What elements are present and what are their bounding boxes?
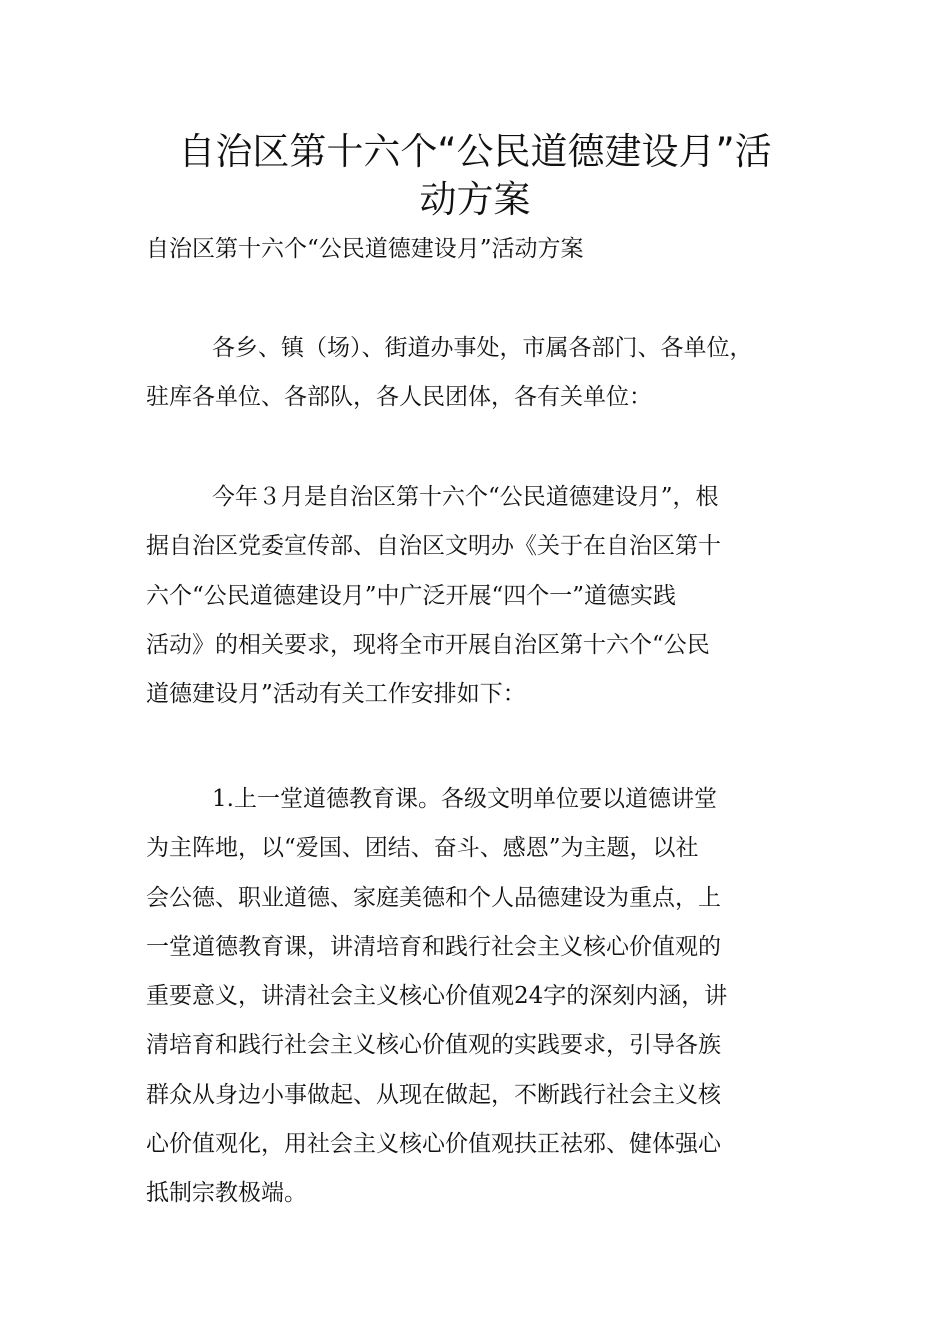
title-line-2: 动方案 [419,178,531,221]
paragraph-line: 道德建设月”活动有关工作安排如下： [146,681,526,708]
paragraph-line: 1.上一堂道德教育课。各级文明单位要以道德讲堂 [212,786,717,812]
paragraph-line: 活动》的相关要求，现将全市开展自治区第十六个“公民 [146,631,710,658]
paragraph-line: 一堂道德教育课，讲清培育和践行社会主义核心价值观的 [146,933,721,960]
paragraph-line: 重要意义，讲清社会主义核心价值观24字的深刻内涵，讲 [146,983,728,1010]
intro-paragraph [146,473,806,719]
address-paragraph [146,324,808,423]
paragraph-line: 会公德、职业道德、家庭美德和个人品德建设为重点，上 [146,884,721,911]
paragraph-line: 据自治区党委宣传部、自治区文明办《关于在自治区第十 [146,533,721,560]
paragraph-line: 今年３月是自治区第十六个“公民道德建设月”，根 [212,484,719,510]
paragraph-line: 清培育和践行社会主义核心价值观的实践要求，引导各族 [146,1032,721,1059]
paragraph-line: 六个“公民道德建设月”中广泛开展“四个一”道德实践 [146,582,677,609]
title-line-1: 自治区第十六个“公民道德建设月”活 [178,130,772,173]
document-title [100,128,850,224]
paragraph-line: 抵制宗教极端。 [146,1180,307,1207]
item-1-paragraph [146,775,806,1219]
paragraph-line: 心价值观化，用社会主义核心价值观扶正祛邪、健体强心 [146,1131,721,1158]
paragraph-line: 为主阵地，以“爱国、团结、奋斗、感恩”为主题，以社 [146,835,699,862]
paragraph-line: 群众从身边小事做起、从现在做起，不断践行社会主义核 [146,1081,721,1108]
paragraph-line: 各乡、镇（场）、街道办事处，市属各部门、各单位， [212,335,753,361]
document-subtitle: 自治区第十六个“公民道德建设月”活动方案 [146,236,584,262]
paragraph-line: 驻库各单位、各部队，各人民团体，各有关单位： [146,384,652,411]
